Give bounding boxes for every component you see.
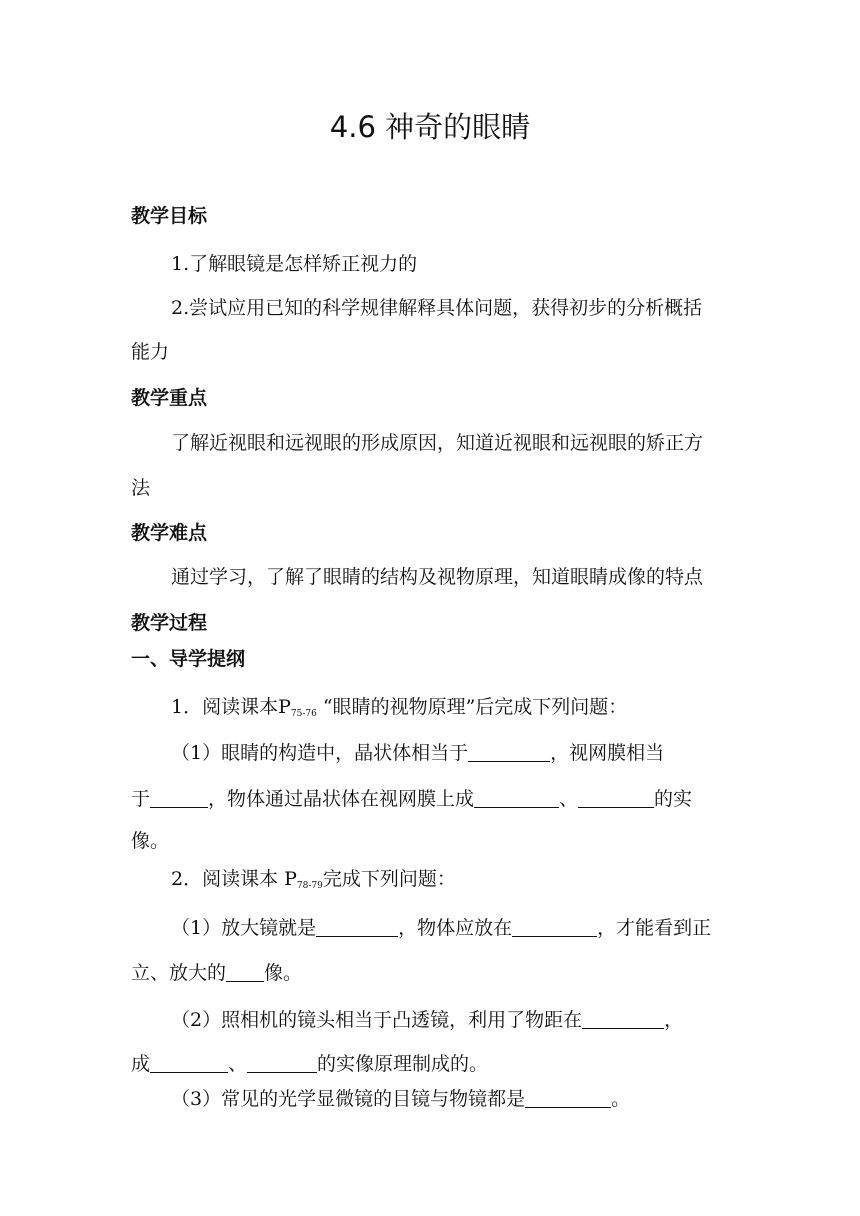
question-text: 、 xyxy=(228,1053,248,1075)
question-text: 、 xyxy=(559,788,579,810)
question-2-sub-3-line-1 xyxy=(171,1088,630,1109)
fill-blank[interactable] xyxy=(525,1088,611,1108)
question-1-sub-1-line-3: 像。 xyxy=(131,830,170,852)
question-1-prefix: 1．阅读课本P xyxy=(171,696,291,718)
question-text: 成 xyxy=(131,1053,151,1075)
goal-item-2-line-1: 2.尝试应用已知的科学规律解释具体问题，获得初步的分析概括 xyxy=(171,297,703,319)
question-2-sub-2-line-1 xyxy=(171,1009,683,1030)
key-points-line-1: 了解近视眼和远视眼的形成原因，知道近视眼和远视眼的矫正方 xyxy=(171,432,704,454)
question-text: 的实像原理制成的。 xyxy=(317,1053,489,1075)
question-2-prefix: 2．阅读课本 P xyxy=(171,868,297,890)
difficulty-line: 通过学习，了解了眼睛的结构及视物原理，知道眼睛成像的特点 xyxy=(171,566,704,588)
question-text: ， xyxy=(664,1009,684,1031)
question-text: （1）放大镜就是 xyxy=(171,917,317,939)
question-1-suffix: “眼睛的视物原理”后完成下列问题： xyxy=(316,696,628,718)
question-text: ，才能看到正 xyxy=(597,917,712,939)
question-1-sub-1-line-1 xyxy=(171,742,664,763)
section-heading-goals: 教学目标 xyxy=(131,205,208,227)
section-heading-outline: 一、导学提纲 xyxy=(131,648,246,670)
question-text: （1）眼睛的构造中，晶状体相当于 xyxy=(171,742,469,764)
key-points-line-2: 法 xyxy=(131,477,151,499)
question-2-suffix: 完成下列问题： xyxy=(322,868,456,890)
question-1-instruction xyxy=(171,698,627,719)
question-text: 的实 xyxy=(654,788,693,810)
question-text: ，视网膜相当 xyxy=(550,742,665,764)
question-text: 立、放大的 xyxy=(131,962,227,984)
goal-item-2-line-2: 能力 xyxy=(131,341,170,363)
question-2-instruction xyxy=(171,870,456,891)
fill-blank[interactable] xyxy=(578,788,654,808)
question-text: ，物体应放在 xyxy=(398,917,513,939)
fill-blank[interactable] xyxy=(247,1053,317,1073)
question-1-page-range: 75-76 xyxy=(290,709,317,719)
question-text: 。 xyxy=(611,1088,631,1110)
goal-item-1: 1.了解眼镜是怎样矫正视力的 xyxy=(171,253,418,275)
fill-blank[interactable] xyxy=(150,1053,228,1073)
section-heading-key-points: 教学重点 xyxy=(131,387,208,409)
fill-blank[interactable] xyxy=(468,742,550,762)
question-2-sub-2-line-2 xyxy=(131,1053,488,1074)
section-heading-process: 教学过程 xyxy=(131,612,208,634)
question-text: 于 xyxy=(131,788,151,810)
question-text: （2）照相机的镜头相当于凸透镜，利用了物距在 xyxy=(171,1009,583,1031)
question-2-page-range: 78-79 xyxy=(296,881,323,891)
fill-blank[interactable] xyxy=(226,962,264,982)
page-title: 4.6 神奇的眼睛 xyxy=(329,110,531,144)
question-text: （3）常见的光学显微镜的目镜与物镜都是 xyxy=(171,1088,526,1110)
question-text: 像。 xyxy=(264,962,303,984)
fill-blank[interactable] xyxy=(512,917,597,937)
question-1-sub-1-line-2 xyxy=(131,788,692,809)
question-text: ，物体通过晶状体在视网膜上成 xyxy=(208,788,475,810)
question-2-sub-1-line-1 xyxy=(171,917,711,938)
fill-blank[interactable] xyxy=(582,1009,664,1029)
fill-blank[interactable] xyxy=(316,917,398,937)
fill-blank[interactable] xyxy=(474,788,559,808)
section-heading-difficulty: 教学难点 xyxy=(131,522,208,544)
question-2-sub-1-line-2 xyxy=(131,962,302,983)
fill-blank[interactable] xyxy=(150,788,208,808)
